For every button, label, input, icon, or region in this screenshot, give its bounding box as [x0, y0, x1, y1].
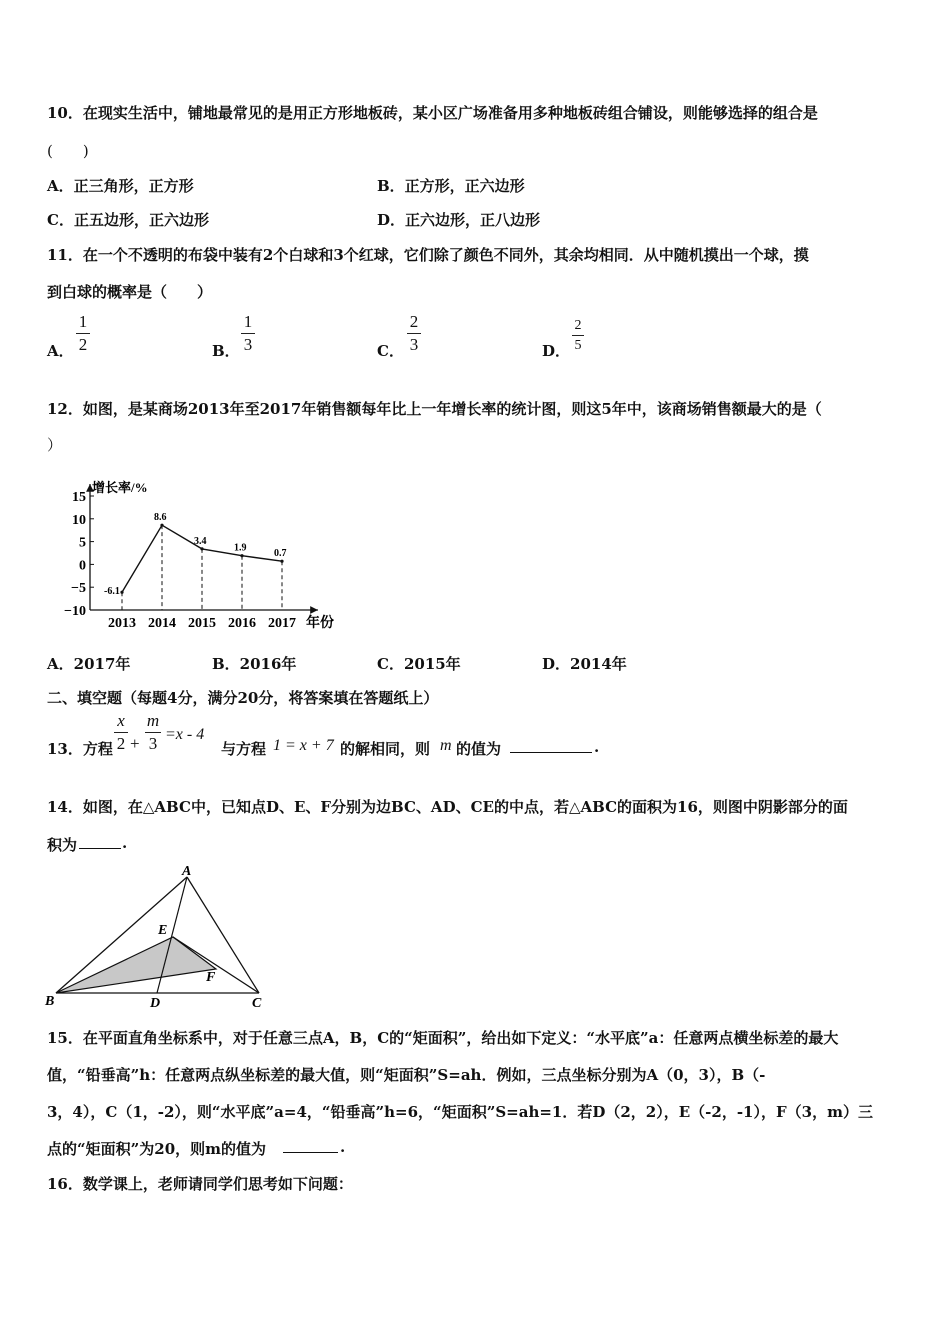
y-tick-label: −10 — [64, 604, 86, 619]
q14-stem-line2: 积为 — [47, 836, 78, 854]
x-tick-label: 2016 — [228, 616, 256, 631]
q15-line1: 15．在平面直角坐标系中，对于任意三点A，B，C的“矩面积”，给出如下定义：“水平底”a：任意两点横坐标差的最大 — [47, 1029, 839, 1047]
q14-end: . — [122, 834, 128, 852]
x-tick-label: 2014 — [148, 616, 176, 631]
data-point-2016 — [240, 554, 243, 557]
data-point-2015 — [200, 547, 203, 550]
q13-answer-blank — [510, 738, 592, 757]
q10-option-a: A．正三角形，正方形 — [47, 177, 194, 195]
label-e: E — [158, 923, 168, 938]
q13-plus: + — [130, 734, 140, 753]
q13-fraction-x-over-2 — [114, 712, 128, 753]
q13-suffix1: 的解相同，则 — [340, 740, 431, 758]
q12-stem-line1: 12．如图，是某商场2013年至2017年销售额每年比上一年增长率的统计图，则这5年中，该商场销售额最大的是（ — [47, 400, 822, 418]
numerator: 1 — [78, 312, 88, 331]
q14-stem-line1: 14．如图，在△ABC中，已知点D、E、F分别为边BC、AD、CE的中点，若△ABC的面积为16，则图中阴影部分的面 — [47, 798, 848, 816]
data-point-2013 — [120, 591, 123, 594]
q11-option-a-label: A． — [47, 342, 74, 360]
q15-line4: 点的“矩面积”为20，则m的值为 — [47, 1140, 267, 1158]
x-axis-title: 年份 — [306, 616, 334, 631]
shaded-triangle-bef — [56, 937, 216, 993]
x-tick-label: 2013 — [108, 616, 136, 631]
side-ac — [187, 877, 259, 993]
label-c: C — [252, 996, 262, 1010]
numerator: 1 — [243, 312, 253, 331]
y-axis-title: 增长率/% — [92, 480, 148, 495]
q10-option-b: B．正方形，正六边形 — [377, 177, 525, 195]
numerator: 2 — [574, 318, 582, 333]
data-point-2014 — [160, 524, 163, 527]
q15-line2: 值，“铅垂高”h：任意两点纵坐标差的最大值，则“矩面积”S=ah．例如，三点坐标分别为A（0，3），B（- — [47, 1066, 766, 1084]
section-heading-fill-in: 二、填空题（每题4分，满分20分，将答案填在答题纸上） — [47, 689, 439, 707]
numerator: m — [146, 711, 160, 730]
q11-stem-line1: 11．在一个不透明的布袋中装有2个白球和3个红球，它们除了颜色不同外，其余均相同．从中随机摸出一个球，摸 — [47, 246, 809, 264]
label-b: B — [45, 994, 55, 1009]
q13-equation-2: 1 = x + 7 — [273, 737, 334, 754]
data-label-2013: -6.1 — [104, 586, 120, 598]
q10-answer-paren: ( ) — [47, 142, 89, 160]
q12-option-d: D．2014年 — [542, 655, 627, 673]
denominator: 3 — [148, 734, 158, 753]
q10-option-c: C．正五边形，正六边形 — [47, 211, 209, 229]
q15-answer-blank — [283, 1138, 338, 1157]
q16-stem: 16．数学课上，老师请同学们思考如下问题： — [47, 1175, 353, 1193]
q12-stem-line2: ） — [47, 436, 63, 454]
q11-option-d-fraction — [572, 318, 584, 353]
triangle-figure — [40, 865, 280, 1010]
y-tick-label: 5 — [79, 535, 86, 551]
y-tick-label: 0 — [79, 558, 86, 574]
label-a: A — [182, 865, 192, 879]
label-f: F — [206, 970, 216, 985]
denominator: 2 — [116, 734, 126, 753]
q13-prefix: 13．方程 — [47, 740, 113, 758]
q13-rhs: =x - 4 — [165, 726, 205, 743]
q13-end: . — [594, 738, 600, 756]
data-label-2017: 0.7 — [274, 548, 287, 560]
q12-option-c: C．2015年 — [377, 655, 461, 673]
q11-option-a-fraction — [76, 313, 90, 354]
q11-stem-line2: 到白球的概率是（ ） — [47, 283, 213, 301]
q11-option-b-label: B． — [212, 342, 240, 360]
q14-answer-blank — [79, 834, 121, 853]
y-tick-label: 15 — [72, 490, 86, 505]
data-label-2016: 1.9 — [234, 542, 247, 554]
denominator: 5 — [574, 338, 582, 353]
q11-option-d-label: D． — [542, 342, 571, 360]
q13-mid: 与方程 — [221, 740, 267, 758]
q15-end: . — [340, 1138, 346, 1156]
label-d: D — [150, 996, 161, 1010]
q10-stem: 10．在现实生活中，铺地最常见的是用正方形地板砖，某小区广场准备用多种地板砖组合铺设，则能够选择的组合是 — [47, 104, 818, 122]
denominator: 2 — [78, 335, 88, 354]
numerator: x — [117, 711, 125, 730]
q11-option-c-label: C． — [377, 342, 404, 360]
q15-line3: 3，4），C（1，-2），则“水平底”a=4，“铅垂高”h=6，“矩面积”S=ah=1．若D（2，2），E（-2，-1），F（3，m）三 — [47, 1103, 873, 1121]
q12-option-b: B．2016年 — [212, 655, 297, 673]
numerator: 2 — [409, 312, 419, 331]
data-label-2015: 3.4 — [194, 535, 207, 547]
x-tick-label: 2015 — [188, 616, 216, 631]
data-point-2017 — [280, 560, 283, 563]
denominator: 3 — [243, 335, 253, 354]
x-tick-label: 2017 — [268, 616, 296, 631]
y-tick-label: 10 — [72, 512, 86, 528]
q11-option-b-fraction — [241, 313, 255, 354]
data-label-2014: 8.6 — [154, 512, 167, 524]
denominator: 3 — [409, 335, 419, 354]
growth-rate-chart — [40, 478, 350, 638]
q10-option-d: D．正六边形，正八边形 — [377, 211, 541, 229]
q13-suffix2: 的值为 — [456, 740, 502, 758]
q13-fraction-m-over-3 — [145, 712, 161, 753]
q12-option-a: A．2017年 — [47, 655, 131, 673]
q11-option-c-fraction — [407, 313, 421, 354]
q13-var-m: m — [440, 737, 452, 754]
y-tick-label: −5 — [71, 581, 86, 597]
